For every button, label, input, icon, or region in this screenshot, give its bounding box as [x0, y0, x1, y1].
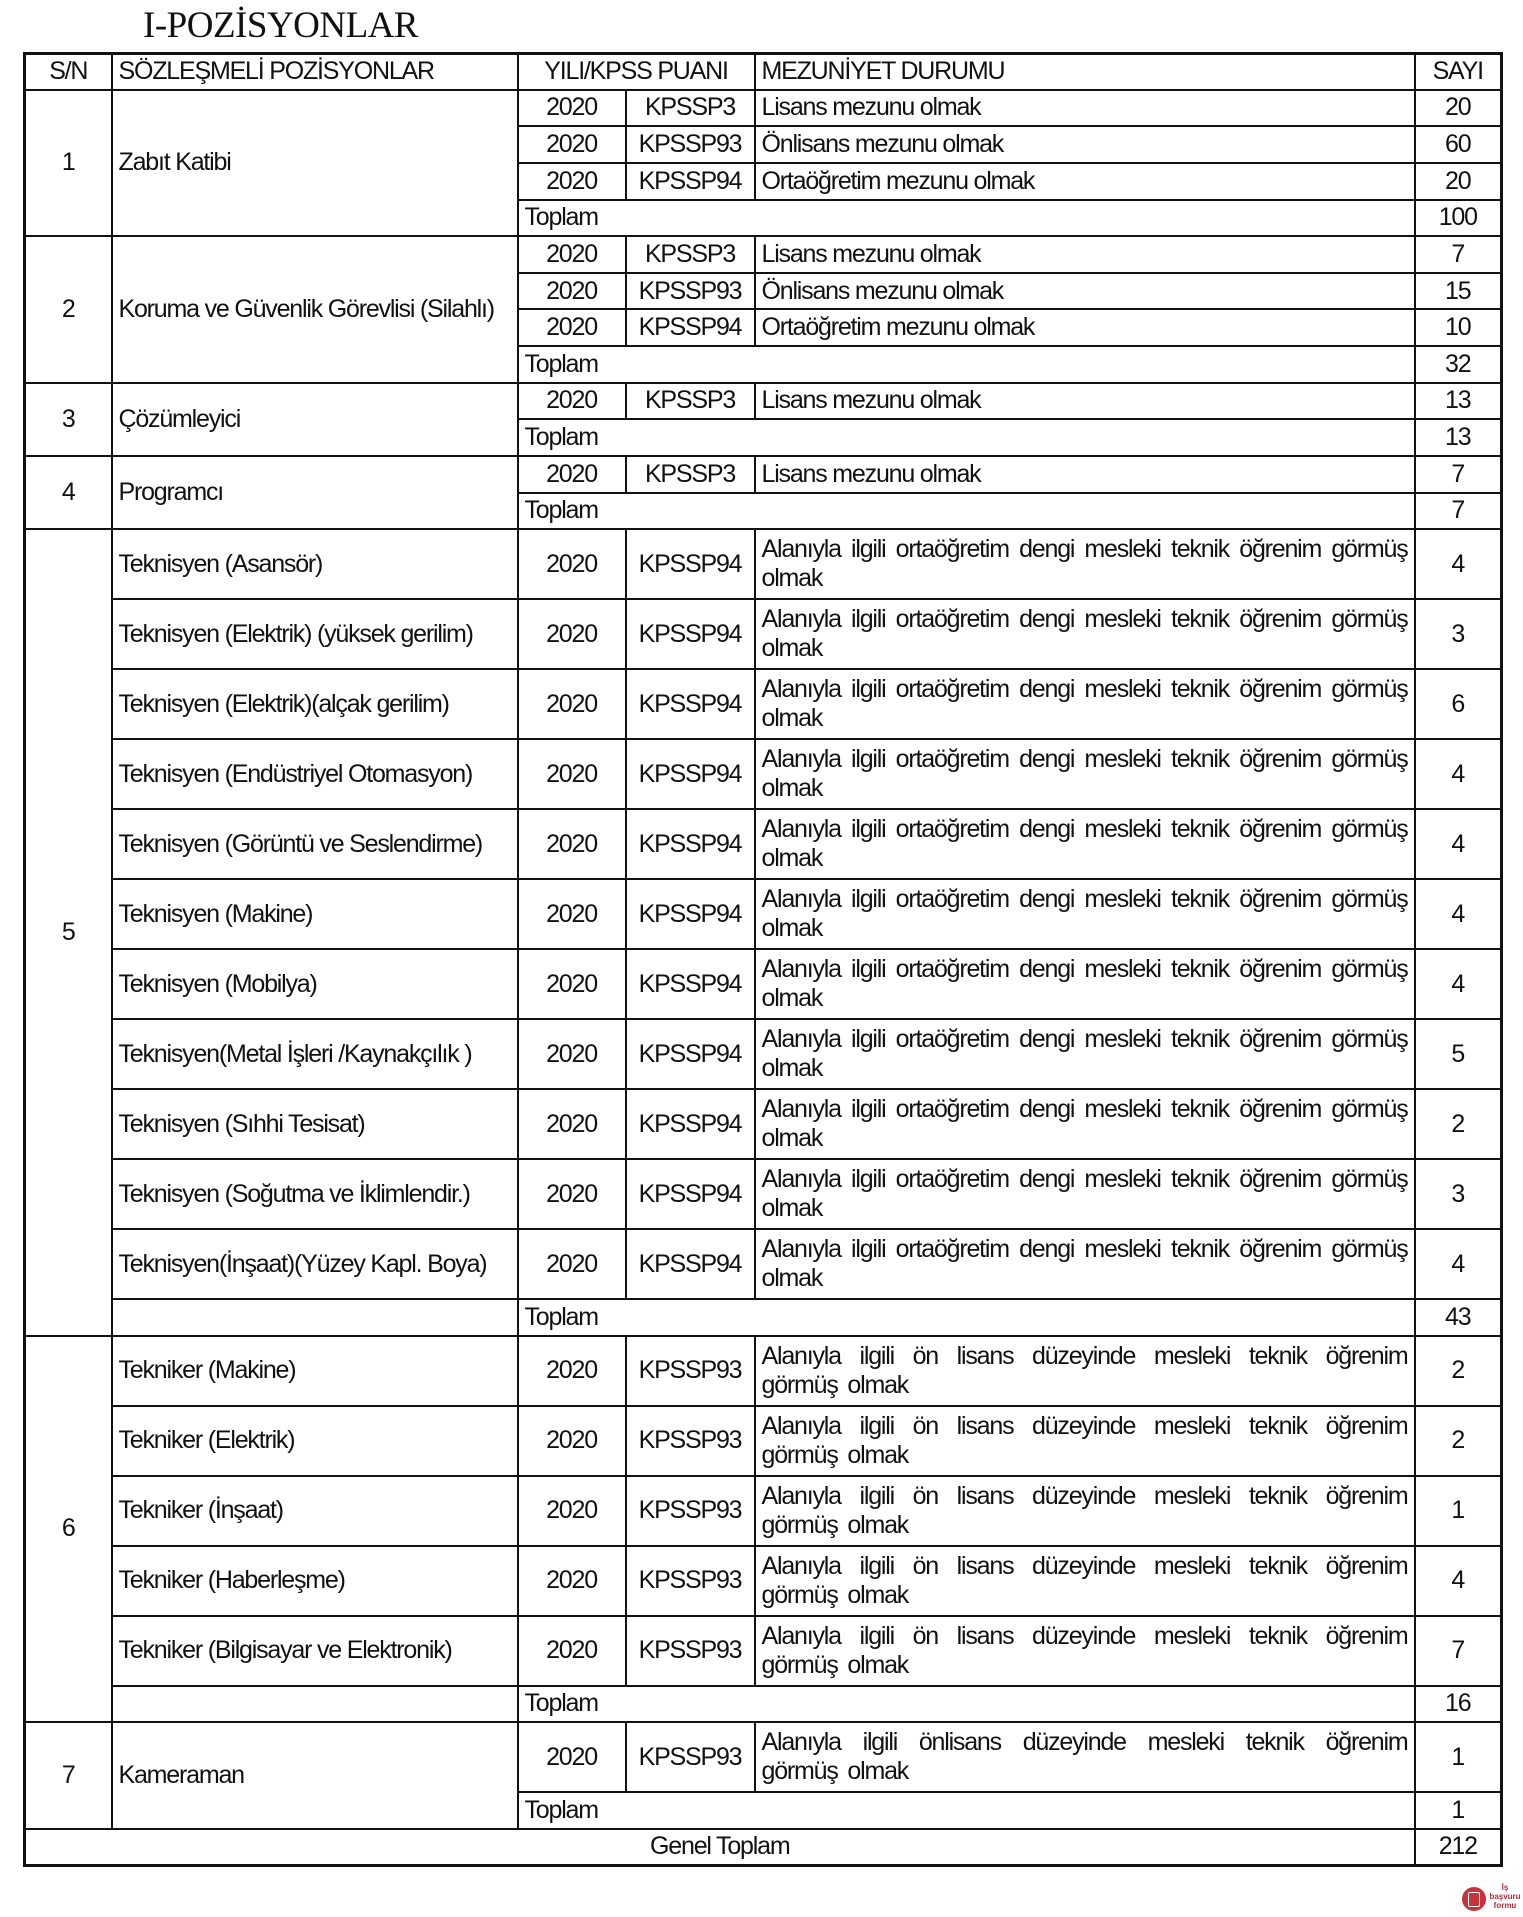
education-requirement: Alanıyla ilgili ortaöğretim dengi mesleki teknik öğrenim görmüş olmak: [755, 669, 1415, 739]
table-row: [25, 383, 1502, 420]
education-requirement: Alanıyla ilgili ortaöğretim dengi mesleki teknik öğrenim görmüş olmak: [755, 739, 1415, 809]
count: 20: [1415, 163, 1502, 200]
education-requirement: Alanıyla ilgili ön lisans düzeyinde mesleki teknik öğrenim görmüş olmak: [755, 1476, 1415, 1546]
table-row: [25, 529, 1502, 599]
count: 2: [1415, 1089, 1502, 1159]
count: 4: [1415, 529, 1502, 599]
count: 7: [1415, 456, 1502, 493]
grand-total-row: [25, 1829, 1502, 1866]
table-row: [25, 1476, 1502, 1546]
count: 4: [1415, 879, 1502, 949]
grand-total-value: 212: [1415, 1829, 1502, 1866]
kpss-score-type: KPSSP93: [626, 1476, 755, 1546]
section-total: 43: [1415, 1299, 1502, 1336]
table-header-row: [25, 54, 1502, 90]
kpss-score-type: KPSSP94: [626, 1159, 755, 1229]
year: 2020: [518, 90, 626, 127]
education-requirement: Alanıyla ilgili ön lisans düzeyinde mesleki teknik öğrenim görmüş olmak: [755, 1406, 1415, 1476]
kpss-score-type: KPSSP93: [626, 1722, 755, 1792]
table-row: [25, 1229, 1502, 1299]
year: 2020: [518, 599, 626, 669]
education-requirement: Alanıyla ilgili ortaöğretim dengi mesleki teknik öğrenim görmüş olmak: [755, 879, 1415, 949]
count: 4: [1415, 949, 1502, 1019]
year: 2020: [518, 273, 626, 310]
table-row: [25, 1546, 1502, 1616]
year: 2020: [518, 1336, 626, 1406]
table-row: [25, 1089, 1502, 1159]
section-total: 7: [1415, 493, 1502, 530]
total-label: Toplam: [518, 346, 1415, 383]
watermark-line-1: İş: [1501, 1883, 1509, 1892]
total-label: Toplam: [518, 1686, 1415, 1723]
table-row: [25, 236, 1502, 273]
kpss-score-type: KPSSP94: [626, 879, 755, 949]
kpss-score-type: KPSSP94: [626, 1089, 755, 1159]
header-education: MEZUNİYET DURUMU: [755, 54, 1415, 90]
count: 5: [1415, 1019, 1502, 1089]
count: 1: [1415, 1722, 1502, 1792]
kpss-score-type: KPSSP93: [626, 1546, 755, 1616]
section-number: 3: [25, 383, 112, 456]
page-title: I-POZİSYONLAR: [143, 5, 419, 46]
year: 2020: [518, 879, 626, 949]
table-row: [25, 879, 1502, 949]
year: 2020: [518, 126, 626, 163]
education-requirement: Alanıyla ilgili ortaöğretim dengi mesleki teknik öğrenim görmüş olmak: [755, 809, 1415, 879]
count: 20: [1415, 90, 1502, 127]
table-row: [25, 1159, 1502, 1229]
year: 2020: [518, 949, 626, 1019]
table-row: [25, 949, 1502, 1019]
watermark-line-3: formu: [1493, 1901, 1517, 1910]
kpss-score-type: KPSSP94: [626, 669, 755, 739]
positions-table: [23, 52, 1503, 1867]
position-name: Teknisyen (Asansör): [112, 529, 518, 599]
education-requirement: Alanıyla ilgili ön lisans düzeyinde mesleki teknik öğrenim görmüş olmak: [755, 1546, 1415, 1616]
year: 2020: [518, 1089, 626, 1159]
education-requirement: Ortaöğretim mezunu olmak: [755, 309, 1415, 346]
year: 2020: [518, 809, 626, 879]
position-name: Programcı: [112, 456, 518, 529]
section-number: 1: [25, 90, 112, 237]
education-requirement: Ortaöğretim mezunu olmak: [755, 163, 1415, 200]
position-name: Tekniker (Elektrik): [112, 1406, 518, 1476]
kpss-score-type: KPSSP94: [626, 809, 755, 879]
header-positions: SÖZLEŞMELİ POZİSYONLAR: [112, 54, 518, 90]
position-name: Teknisyen (Endüstriyel Otomasyon): [112, 739, 518, 809]
position-name: Teknisyen (Mobilya): [112, 949, 518, 1019]
count: 3: [1415, 599, 1502, 669]
year: 2020: [518, 1019, 626, 1089]
section-total: 100: [1415, 200, 1502, 237]
section-total-row: [25, 1686, 1502, 1723]
header-count: SAYI: [1415, 54, 1502, 90]
education-requirement: Alanıyla ilgili ortaöğretim dengi mesleki teknik öğrenim görmüş olmak: [755, 1089, 1415, 1159]
section-number: 6: [25, 1336, 112, 1723]
year: 2020: [518, 383, 626, 420]
education-requirement: Lisans mezunu olmak: [755, 90, 1415, 127]
kpss-score-type: KPSSP94: [626, 949, 755, 1019]
position-name: Teknisyen (Görüntü ve Seslendirme): [112, 809, 518, 879]
education-requirement: Alanıyla ilgili ortaöğretim dengi mesleki teknik öğrenim görmüş olmak: [755, 949, 1415, 1019]
header-year-score: YILI/KPSS PUANI: [518, 54, 755, 90]
count: 2: [1415, 1336, 1502, 1406]
kpss-score-type: KPSSP93: [626, 1406, 755, 1476]
count: 2: [1415, 1406, 1502, 1476]
education-requirement: Alanıyla ilgili ortaöğretim dengi mesleki teknik öğrenim görmüş olmak: [755, 1159, 1415, 1229]
total-label: Toplam: [518, 419, 1415, 456]
position-name: Teknisyen (Elektrik) (yüksek gerilim): [112, 599, 518, 669]
position-name: Teknisyen (Sıhhi Tesisat): [112, 1089, 518, 1159]
year: 2020: [518, 1159, 626, 1229]
position-name: Teknisyen(İnşaat)(Yüzey Kapl. Boya): [112, 1229, 518, 1299]
table-row: [25, 1019, 1502, 1089]
education-requirement: Alanıyla ilgili önlisans düzeyinde mesleki teknik öğrenim görmüş olmak: [755, 1722, 1415, 1792]
year: 2020: [518, 236, 626, 273]
year: 2020: [518, 669, 626, 739]
table-row: [25, 1616, 1502, 1686]
year: 2020: [518, 1616, 626, 1686]
grand-total-label: Genel Toplam: [25, 1829, 1415, 1866]
count: 4: [1415, 809, 1502, 879]
kpss-score-type: KPSSP94: [626, 529, 755, 599]
kpss-score-type: KPSSP3: [626, 383, 755, 420]
position-name: Teknisyen(Metal İşleri /Kaynakçılık ): [112, 1019, 518, 1089]
year: 2020: [518, 739, 626, 809]
kpss-score-type: KPSSP94: [626, 739, 755, 809]
total-label: Toplam: [518, 200, 1415, 237]
table-row: [25, 1722, 1502, 1792]
kpss-score-type: KPSSP3: [626, 236, 755, 273]
year: 2020: [518, 163, 626, 200]
total-label: Toplam: [518, 1299, 1415, 1336]
count: 1: [1415, 1476, 1502, 1546]
position-name: Çözümleyici: [112, 383, 518, 456]
table-row: [25, 669, 1502, 739]
year: 2020: [518, 456, 626, 493]
year: 2020: [518, 1476, 626, 1546]
kpss-score-type: KPSSP93: [626, 1616, 755, 1686]
total-label: Toplam: [518, 1792, 1415, 1829]
count: 7: [1415, 1616, 1502, 1686]
year: 2020: [518, 529, 626, 599]
year: 2020: [518, 1229, 626, 1299]
kpss-score-type: KPSSP3: [626, 456, 755, 493]
position-name: Teknisyen (Elektrik)(alçak gerilim): [112, 669, 518, 739]
watermark-logo: [1462, 1883, 1522, 1917]
kpss-score-type: KPSSP94: [626, 309, 755, 346]
kpss-score-type: KPSSP94: [626, 599, 755, 669]
position-name: Koruma ve Güvenlik Görevlisi (Silahlı): [112, 236, 518, 383]
table-row: [25, 809, 1502, 879]
total-label: Toplam: [518, 493, 1415, 530]
section-number: 5: [25, 529, 112, 1336]
header-sn: S/N: [25, 54, 112, 90]
table-row: [25, 599, 1502, 669]
table-row: [25, 456, 1502, 493]
count: 15: [1415, 273, 1502, 310]
education-requirement: Alanıyla ilgili ortaöğretim dengi mesleki teknik öğrenim görmüş olmak: [755, 529, 1415, 599]
year: 2020: [518, 1546, 626, 1616]
table-row: [25, 739, 1502, 809]
kpss-score-type: KPSSP93: [626, 1336, 755, 1406]
position-name: Tekniker (Makine): [112, 1336, 518, 1406]
section-total-row: [25, 1299, 1502, 1336]
kpss-score-type: KPSSP94: [626, 1019, 755, 1089]
kpss-score-type: KPSSP93: [626, 126, 755, 163]
empty-cell: [112, 1686, 518, 1723]
year: 2020: [518, 309, 626, 346]
table-row: [25, 1336, 1502, 1406]
section-total: 32: [1415, 346, 1502, 383]
position-name: Teknisyen (Soğutma ve İklimlendir.): [112, 1159, 518, 1229]
education-requirement: Önlisans mezunu olmak: [755, 126, 1415, 163]
position-name: Tekniker (Haberleşme): [112, 1546, 518, 1616]
section-total: 13: [1415, 419, 1502, 456]
count: 7: [1415, 236, 1502, 273]
position-name: Tekniker (İnşaat): [112, 1476, 518, 1546]
section-number: 7: [25, 1722, 112, 1829]
count: 3: [1415, 1159, 1502, 1229]
position-name: Kameraman: [112, 1722, 518, 1829]
form-document-icon: [1462, 1887, 1486, 1911]
watermark-text: [1489, 1883, 1521, 1910]
section-total: 1: [1415, 1792, 1502, 1829]
count: 6: [1415, 669, 1502, 739]
section-number: 2: [25, 236, 112, 383]
kpss-score-type: KPSSP3: [626, 90, 755, 127]
education-requirement: Lisans mezunu olmak: [755, 383, 1415, 420]
count: 4: [1415, 739, 1502, 809]
education-requirement: Lisans mezunu olmak: [755, 236, 1415, 273]
section-number: 4: [25, 456, 112, 529]
section-total: 16: [1415, 1686, 1502, 1723]
education-requirement: Alanıyla ilgili ortaöğretim dengi mesleki teknik öğrenim görmüş olmak: [755, 599, 1415, 669]
kpss-score-type: KPSSP93: [626, 273, 755, 310]
count: 4: [1415, 1229, 1502, 1299]
count: 13: [1415, 383, 1502, 420]
education-requirement: Alanıyla ilgili ön lisans düzeyinde mesleki teknik öğrenim görmüş olmak: [755, 1336, 1415, 1406]
year: 2020: [518, 1406, 626, 1476]
education-requirement: Önlisans mezunu olmak: [755, 273, 1415, 310]
position-name: Teknisyen (Makine): [112, 879, 518, 949]
education-requirement: Lisans mezunu olmak: [755, 456, 1415, 493]
table-row: [25, 1406, 1502, 1476]
count: 4: [1415, 1546, 1502, 1616]
kpss-score-type: KPSSP94: [626, 163, 755, 200]
kpss-score-type: KPSSP94: [626, 1229, 755, 1299]
count: 10: [1415, 309, 1502, 346]
table-row: [25, 90, 1502, 127]
education-requirement: Alanıyla ilgili ortaöğretim dengi mesleki teknik öğrenim görmüş olmak: [755, 1229, 1415, 1299]
empty-cell: [112, 1299, 518, 1336]
education-requirement: Alanıyla ilgili ön lisans düzeyinde mesleki teknik öğrenim görmüş olmak: [755, 1616, 1415, 1686]
year: 2020: [518, 1722, 626, 1792]
position-name: Tekniker (Bilgisayar ve Elektronik): [112, 1616, 518, 1686]
education-requirement: Alanıyla ilgili ortaöğretim dengi mesleki teknik öğrenim görmüş olmak: [755, 1019, 1415, 1089]
watermark-line-2: başvuru: [1489, 1892, 1521, 1901]
position-name: Zabıt Katibi: [112, 90, 518, 237]
count: 60: [1415, 126, 1502, 163]
